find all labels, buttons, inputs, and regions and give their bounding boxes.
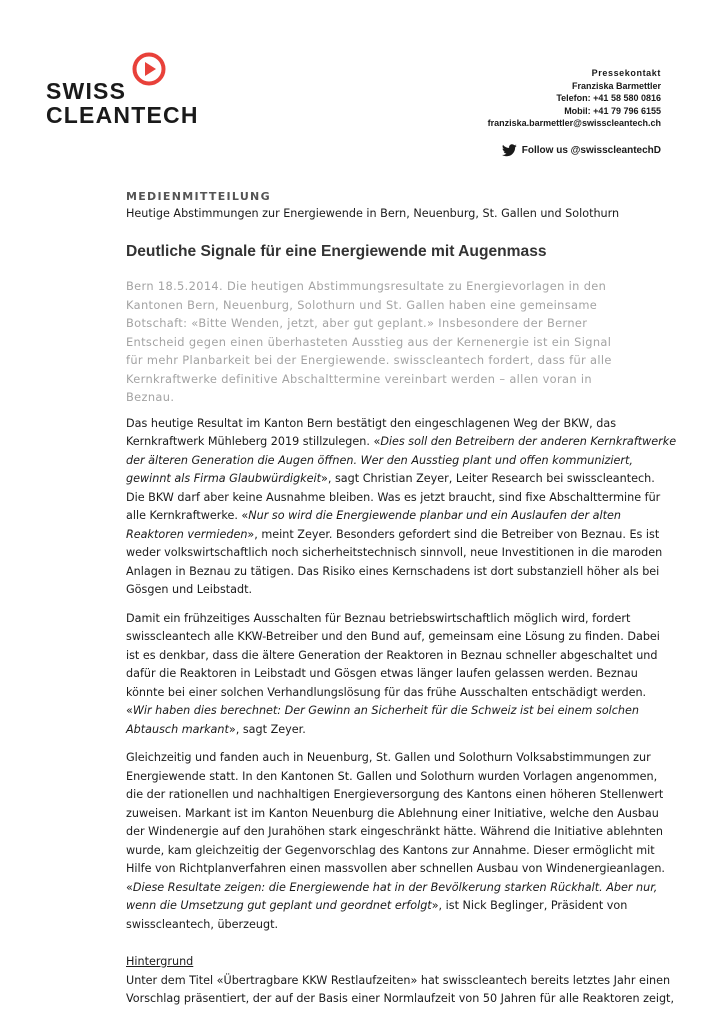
contact-title: Pressekontakt [591,68,661,78]
logo-line-swiss: SWISS [46,78,127,104]
text-run: », sagt Christian Zeyer, Leiter Research bei swisscleantech. [321,472,655,485]
lead-line: Bern 18.5.2014. Die heutigen Abstimmungsresultate zu Energievorlagen in den [126,279,607,293]
press-release [126,190,677,1009]
contact-name: Franziska Barmettler [571,80,661,91]
body-paragraph-1 [126,415,677,600]
text-line [126,721,666,740]
text-line [126,879,666,898]
background-section [126,953,674,1009]
lead-line: für mehr Planbarkeit bei der Energiewende. swisscleantech fordert, dass für alle [126,353,612,367]
section-heading: Hintergrund [126,955,194,968]
quote-run: wenn die Umsetzung gut geplant und geordnet erfolgt [126,899,432,912]
quote-run: Diese Resultate zeigen: die Energiewende hat in der Bevölkerung starken Rückhalt. Aber nur, [132,880,658,894]
text-line: weder volkswirtschaftlich noch sicherheitstechnisch sinnvoll, neue Investitionen in die maroden [126,546,663,559]
release-headline: Deutliche Signale für eine Energiewende mit Augenmass [126,243,547,260]
text-line: Hilfe von Richtplanverfahren einen massvollen aber schnellen Ausbau von Windenergieanlagen. [126,862,665,875]
release-label: MEDIENMITTEILUNG [126,190,271,203]
text-line: wurde, kam gleichzeitig der Gegenvorschlag des Kantons zur Annahme. Dieser ermöglicht mit [126,843,655,857]
follow-text: Follow us @swisscleantechD [521,145,661,156]
text-line: Vorschlag präsentiert, der auf der Basis einer Normlaufzeit von 50 Jahren für alle Reaktoren zeigt, [126,992,674,1005]
body-paragraph-3 [126,749,666,934]
logo-line-cleantech: CLEANTECH [46,102,199,128]
lead-line: Kantonen Bern, Neuenburg, Solothurn und St. Gallen haben eine gemeinsame [126,297,598,312]
play-icon [132,52,166,86]
lead-line: Entscheid gegen einen überhasteten Ausstieg aus der Kernenergie ist ein Signal [126,334,612,349]
quote-run: Nur so wird die Energiewende planbar und ein Auslaufen der alten [248,509,621,522]
swisscleantech-logo [46,52,199,128]
quote-run: Reaktoren vermieden [126,527,248,541]
text-line: zuweisen. Markant ist im Kanton Neuenburg die Ablehnung einer Initiative, welche den Ausbau [126,806,659,820]
text-line: swisscleantech alle KKW-Betreiber und den Bund auf, gemeinsam eine Lösung zu finden. Dabei [126,630,660,643]
text-line [126,470,666,489]
press-contact [488,67,661,130]
quote-run: Wir haben dies berechnet: Der Gewinn an Sicherheit für die Schweiz ist bei einem solchen [132,704,639,717]
text-line [126,507,666,526]
twitter-bird-icon [502,144,517,157]
quote-run: der älteren Generation die Augen öffnen. Wer den Ausstieg plant und offen kommuniziert, [126,453,633,467]
text-run: « [126,880,133,894]
text-line [126,526,666,545]
contact-mobile[interactable]: Mobil: +41 79 796 6155 [564,105,661,116]
quote-run: Dies soll den Betreibern der anderen Kernkraftwerke [380,435,677,448]
contact-email[interactable]: franziska.barmettler@swisscleantech.ch [487,118,661,129]
text-line [126,452,666,471]
text-run: », meint Zeyer. Besonders gefordert sind die Betreiber von Beznau. Es ist [247,527,660,541]
text-run: Kernkraftwerk Mühleberg 2019 stillzulegen. « [126,435,381,448]
release-subtitle: Heutige Abstimmungen zur Energiewende in Bern, Neuenburg, St. Gallen und Solothurn [126,207,620,220]
text-line: Gleichzeitig und fanden auch in Neuenburg, St. Gallen und Solothurn Volksabstimmungen zur [126,751,651,764]
text-line: Energiewende statt. In den Kantonen St. Gallen und Solothurn wurden Vorlagen angenommen, [126,769,658,783]
text-line: könnte bei einer solchen Verhandlungslösung für das frühe Ausschalten entschädigt werden. [126,685,647,699]
text-run: « [126,704,133,717]
lead-line: Botschaft: «Bitte Wenden, jetzt, aber gut geplant.» Insbesondere der Berner [126,316,588,330]
text-line: ist es denkbar, dass die ältere Generation der Reaktoren in Beznau schneller abgeschaltet und [126,648,658,662]
quote-run: Abtausch markant [126,722,229,736]
text-line: Die BKW darf aber keine Ausnahme bleiben. Was es jetzt braucht, sind fixe Abschalttermine für [126,490,661,504]
text-line: Damit ein frühzeitiges Ausschalten für Beznau betriebswirtschaftlich möglich wird, fordert [126,611,631,625]
text-line [126,897,666,916]
text-line: dafür die Reaktoren in Leibstadt und Gösgen etwas länger laufen gelassen werden. Beznau [126,667,638,680]
text-line [126,702,666,721]
text-line: Unter dem Titel «Übertragbare KKW Restlaufzeiten» hat swisscleantech bereits letztes Jahr einen [126,973,671,987]
body-paragraph-2 [126,610,666,740]
text-line: Gösgen und Leibstadt. [126,583,253,596]
quote-run: gewinnt als Firma Glaubwürdigkeit [126,472,322,485]
lead-line: Kernkraftwerke definitive Abschalttermine vereinbart werden – allen voran in [126,371,592,386]
text-line: Anlagen in Beznau zu tätigen. Das Risiko eines Kernschadens ist dort substanziell höher als bei [126,564,660,578]
text-line: Das heutige Resultat im Kanton Bern bestätigt den eingeschlagenen Weg der BKW, das [126,416,617,430]
text-run: alle Kernkraftwerke. « [126,509,249,522]
text-run: », sagt Zeyer. [228,722,306,736]
lead-paragraph [126,277,666,407]
lead-line: Beznau. [126,390,175,404]
contact-phone[interactable]: Telefon: +41 58 580 0816 [556,93,661,104]
text-line: der Windenergie auf den Jurahöhen stark eingeschränkt hätte. Während die Initiative ablehnten [126,825,663,838]
text-run: », ist Nick Beglinger, Präsident von [431,899,628,912]
text-line: die der rationellen und nachhaltigen Energieversorgung des Kantons einen höheren Stellenwert [126,788,664,801]
text-line: swisscleantech, überzeugt. [126,917,279,931]
text-line [126,433,677,452]
twitter-follow-link[interactable] [502,144,661,157]
